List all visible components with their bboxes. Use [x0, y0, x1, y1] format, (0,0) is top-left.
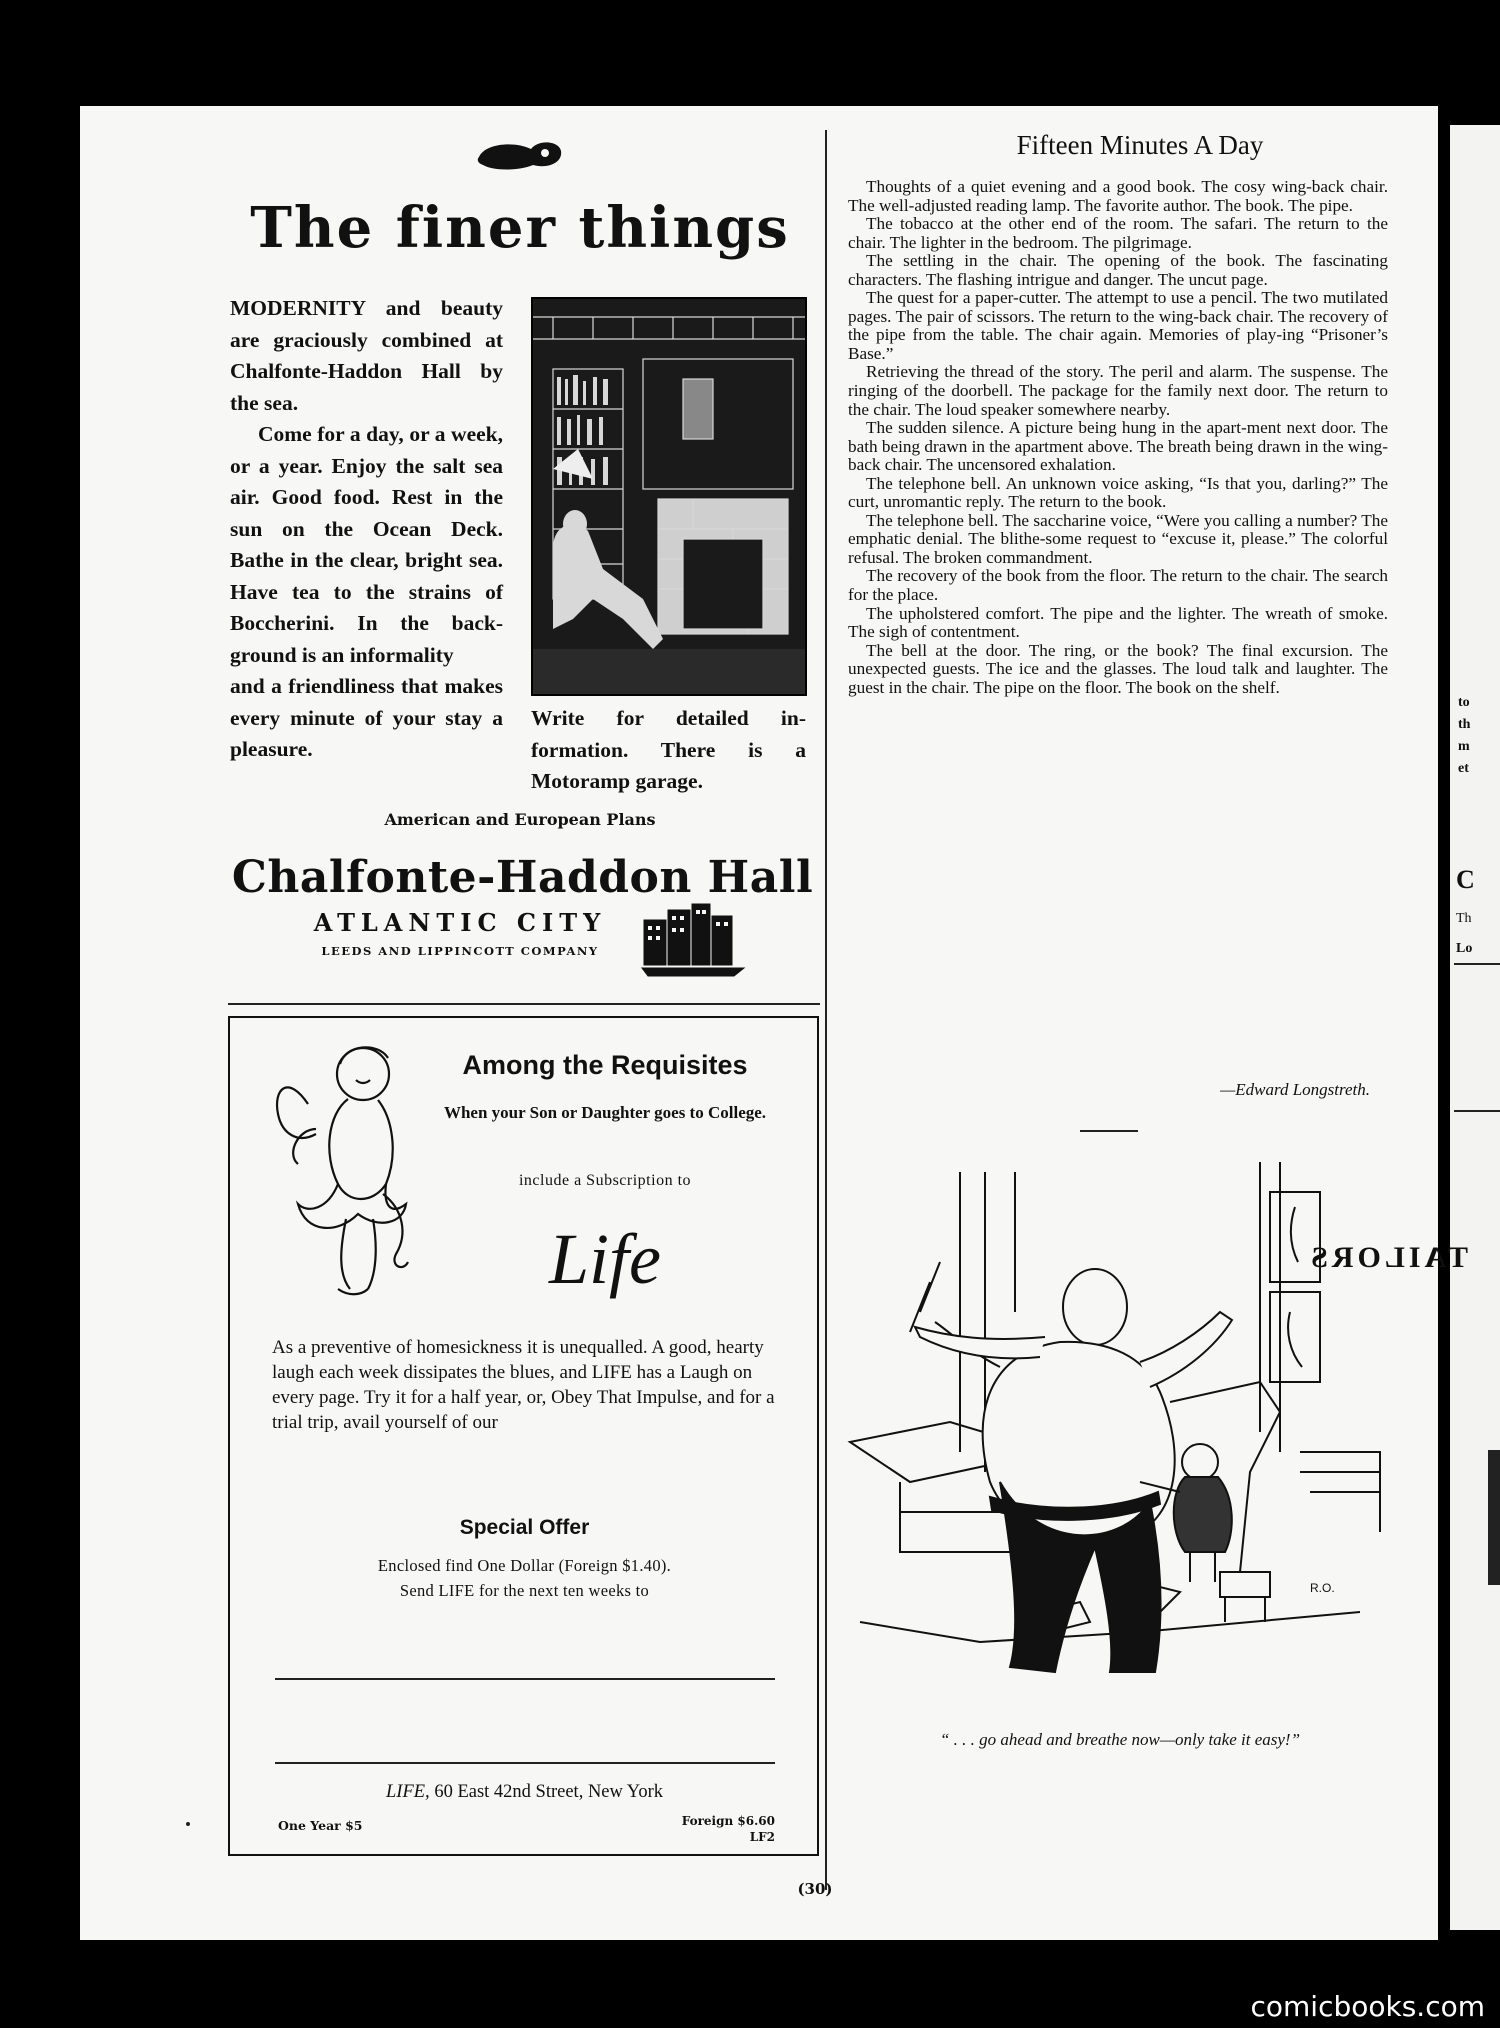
essay-paragraph: The settling in the chair. The opening of the book. The fascinating characters. The flashing intrigue and danger. The uncut page.	[848, 251, 1388, 289]
ad-separator-rule	[228, 1003, 820, 1005]
publisher-street: 60 East 42nd Street, New York	[429, 1782, 663, 1802]
essay-title: Fifteen Minutes A Day	[1016, 130, 1264, 160]
offer-terms-line: Send LIFE for the next ten weeks to	[399, 1581, 650, 1600]
life-logo: Life	[548, 1219, 661, 1299]
special-offer-heading: Special Offer	[459, 1516, 590, 1539]
publisher-name: LIFE,	[386, 1782, 430, 1802]
essay-body	[848, 178, 1388, 697]
foreign-price-value: Foreign $6.60	[681, 1814, 775, 1828]
essay-paragraph: The recovery of the book from the floor. The return to the chair. The search for the place.	[848, 566, 1388, 605]
ad-paragraph: and a friendliness that makes every minute of your stay a pleasure.	[230, 674, 503, 761]
strip-fragment: C	[1456, 865, 1475, 894]
domestic-price: One Year $5	[278, 1818, 363, 1833]
essay-paragraph: The bell at the door. The ring, or the book? The final excursion. The unexpected guests. The ice and the glasses. The loud talk and laughter. The guest in the chair. The pipe on the floor. The book on the shelf.	[848, 640, 1388, 697]
ad-paragraph: MODERNITY and beauty are graciously combined at Chalfonte-Haddon Hall by the sea.	[230, 296, 503, 415]
foreign-price	[620, 1813, 775, 1845]
coupon-title: Among the Requisites	[462, 1050, 748, 1080]
essay-paragraph: The telephone bell. An unknown voice asking, “Is that you, darling?” The curt, unromantic reply. The return to the book.	[848, 473, 1388, 512]
address-fill-line[interactable]	[275, 1762, 775, 1764]
offer-terms	[272, 1553, 777, 1603]
ad-paragraph: Come for a day, or a week, or a year. Enjoy the salt sea air. Good food. Rest in the sun on the Ocean Deck. Bathe in the clear, bright sea. Have tea to the strains of Boccherini. In the back-ground is an informality	[230, 422, 503, 667]
essay-paragraph: The tobacco at the other end of the room. The safari. The return to the chair. The lighter in the bedroom. The pilgrimage.	[848, 214, 1388, 252]
ad-copy-column-2: Write for detailed in-formation. There is a Motoramp garage.	[531, 706, 806, 793]
cartoonist-signature: R.O.	[1310, 1581, 1335, 1595]
hotel-company: LEEDS AND LIPPINCOTT COMPANY	[321, 944, 599, 958]
essay-paragraph: The quest for a paper-cutter. The attempt to use a pencil. The two mutilated pages. The pair of scissors. The return to the wing-back chair. The recovery of the pipe from the table. The chair again. Memories of play-ing “Prisoner’s Base.”	[848, 288, 1388, 363]
essay-paragraph: Thoughts of a quiet evening and a good book. The cosy wing-back chair. The well-adjusted reading lamp. The favorite author. The book. The pipe.	[848, 177, 1388, 215]
essay-paragraph: The sudden silence. A picture being hung in the apart-ment next door. The bath being drawn in the apartment above. The breath being drawn in the wing-back chair. The uncensored exhalation.	[848, 418, 1388, 475]
site-watermark: comicbooks.com	[1250, 1990, 1485, 2023]
strip-fragment: Lo	[1456, 941, 1473, 956]
address-fill-line[interactable]	[275, 1678, 775, 1680]
column-divider	[825, 130, 827, 1890]
ad-headline: The finer things	[250, 195, 790, 261]
coupon-body: As a preventive of homesickness it is unequalled. A good, hearty laugh each week dissipates the blues, and LIFE has a Laugh on every page. Try it for a half year, or, Obey That Impulse, and for a trial trip, avail yourself of our	[272, 1337, 775, 1433]
ad-copy-column-1	[230, 293, 503, 766]
essay-paragraph: Retrieving the thread of the story. The peril and alarm. The suspense. The ringing of the doorbell. The package for the family next door. The return to the chair. The loud speaker somewhere nearby.	[848, 362, 1388, 419]
strip-fragment: Th	[1456, 911, 1472, 926]
publisher-address	[272, 1782, 777, 1803]
cartoon-caption: “ . . . go ahead and breathe now—only take it easy!”	[939, 1730, 1301, 1749]
print-speck	[186, 1822, 190, 1826]
hotel-city: ATLANTIC CITY	[313, 908, 607, 937]
coupon-include-line: include a Subscription to	[518, 1172, 692, 1189]
offer-terms-line: Enclosed find One Dollar (Foreign $1.40).	[377, 1556, 672, 1575]
strip-fragment: th	[1458, 717, 1471, 732]
essay-paragraph: The telephone bell. The saccharine voice, “Were you calling a number? The emphatic denial. The blithe-some request to “excuse it, please.” The colorful refusal. The broken commandment.	[848, 510, 1388, 567]
cherub-illustration	[268, 1034, 413, 1299]
plans-line: American and European Plans	[384, 810, 656, 829]
section-rule	[1080, 1130, 1138, 1132]
strip-fragment: et	[1458, 761, 1469, 776]
whale-ornament-icon	[475, 135, 565, 173]
tailor-cartoon-illustration	[840, 1152, 1468, 1717]
hotel-building-logo-icon	[634, 900, 754, 980]
strip-fragment: to	[1458, 695, 1470, 710]
library-fireplace-illustration	[531, 297, 807, 696]
coupon-subtitle: When your Son or Daughter goes to College.	[443, 1103, 767, 1122]
strip-fragment: m	[1458, 739, 1470, 754]
essay-paragraph: The upholstered comfort. The pipe and the lighter. The wreath of smoke. The sigh of contentment.	[848, 603, 1388, 642]
page-number: (30)	[797, 1880, 833, 1898]
tailors-window-sign: TAILORS	[1307, 1241, 1468, 1274]
hotel-name: Chalfonte-Haddon Hall	[231, 852, 814, 903]
essay-author: —Edward Longstreth.	[1220, 1080, 1370, 1099]
coupon-code: LF2	[749, 1830, 775, 1844]
adjacent-page-strip	[1450, 125, 1500, 1930]
